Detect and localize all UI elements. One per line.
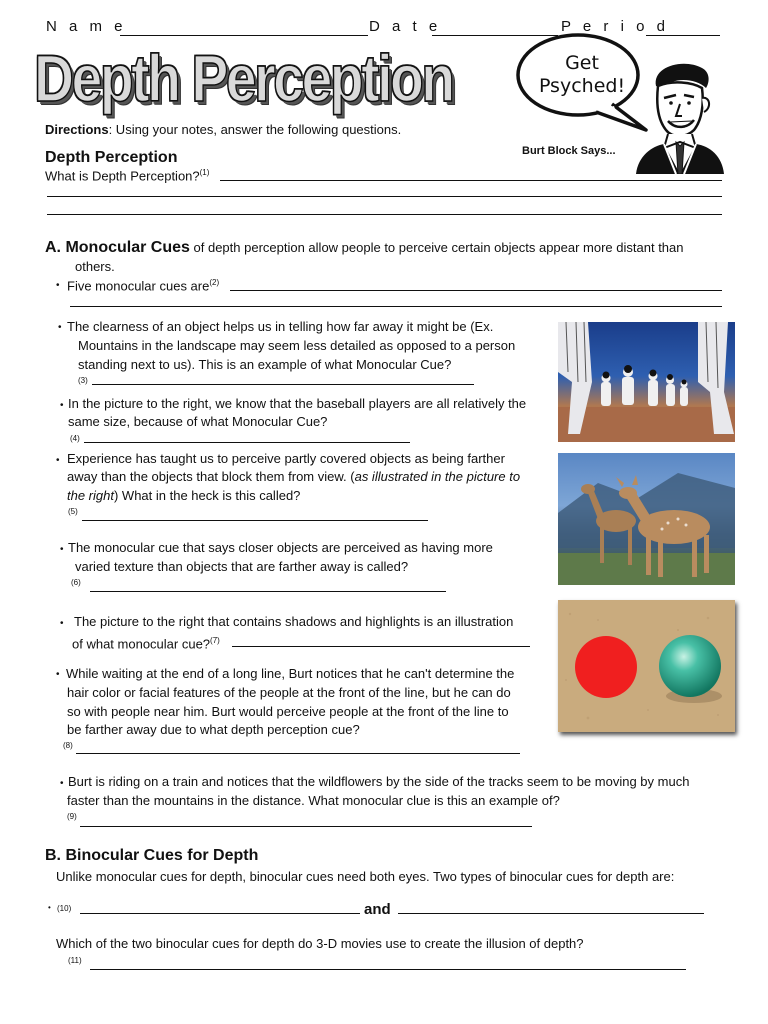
name-label: N a m e [46,18,127,35]
period-field[interactable] [646,35,720,36]
question-2-num: (2) [209,278,220,287]
question-5-line-3 [67,487,300,506]
answer-2-line-1[interactable] [230,290,722,291]
answer-11-line[interactable] [90,969,686,970]
answer-3-line[interactable] [92,384,474,385]
question-1 [45,168,209,183]
section-heading-binocular: B. Binocular Cues for Depth [45,847,259,864]
question-3-line-2: Mountains in the landscape may seem less detailed as opposed to a person [78,338,516,353]
question-11-text: Which of the two binocular cues for depth do 3-D movies use to create the illusion of depth? [56,936,584,951]
question-6-num: (6) [71,578,81,587]
question-6-line-2: varied texture than objects that are farther away is called? [75,559,409,574]
answer-1-line-3[interactable] [47,214,722,215]
page-title: Depth Perception [34,41,453,115]
question-9-line-2: faster than the mountains in the distance. What monocular clue is this an example of? [67,793,560,808]
question-8-line-2: hair color or facial features of the people at the front of the line, but he can do [67,685,511,700]
question-5-num: (5) [68,507,78,516]
question-7-text: of what monocular cue? [72,636,211,652]
answer-6-line[interactable] [90,591,446,592]
question-8-line-1: While waiting at the end of a long line, Burt notices that he can't determine the [66,666,515,681]
bullet: • [48,903,51,912]
question-7-line-1: The picture to the right that contains shadows and highlights is an illustration [74,614,514,629]
question-5-line-2-text: away than the objects that block them from view. ( [67,469,355,484]
question-4-num: (4) [70,434,80,443]
question-3-line-1: The clearness of an object helps us in telling how far away it might be (Ex. [67,319,494,334]
question-5-line-2 [67,468,520,487]
period-label: P e r i o d [561,18,669,35]
question-8-line-4: be farther away due to what depth perception cue? [67,722,360,737]
question-5-line-3-text: ) What in the heck is this called? [113,488,301,503]
directions-label: Directions [45,122,109,137]
bullet: • [60,544,64,555]
bullet: • [58,322,62,333]
section-a-intro-line2: others. [75,259,115,274]
question-4-line-2: same size, because of what Monocular Cue? [68,414,328,429]
question-1-text: What is Depth Perception? [45,168,200,184]
question-8-line-3: so with people near him. Burt would perceive people at the front of the line to [67,704,509,719]
question-8-num: (8) [63,741,73,750]
question-1-num: (1) [199,168,210,177]
question-3-line-3: standing next to us). This is an example of what Monocular Cue? [78,357,452,372]
question-5-line-3-italic: the right [67,488,114,503]
baseball-players-photo [558,322,735,442]
answer-2-line-2[interactable] [70,306,722,307]
question-2-text: Five monocular cues are [67,278,210,294]
bullet: • [56,280,60,291]
burt-caption: Burt Block Says... [522,145,616,157]
bullet: • [60,618,64,629]
answer-4-line[interactable] [84,442,410,443]
question-4-line-1: In the picture to the right, we know that the baseball players are all relatively the [68,396,527,411]
speech-line-2: Psyched! [538,75,626,97]
question-9-num: (9) [67,812,77,821]
speech-bubble-text [530,52,634,98]
directions-text: : Using your notes, answer the following questions. [108,122,402,137]
question-2 [67,278,219,293]
section-a-intro [45,238,684,257]
and-word: and [364,901,391,918]
shading-spheres-photo [558,600,735,732]
question-10-num: (10) [57,904,72,913]
question-5-line-2-italic: as illustrated in the picture to [354,469,521,484]
question-6-line-1: The monocular cue that says closer objects are perceived as having more [68,540,493,555]
answer-10b-line[interactable] [398,913,704,914]
burt-cartoon-icon [632,58,728,174]
question-11-num: (11) [68,956,82,965]
answer-7-line[interactable] [232,646,530,647]
answer-1-line-1[interactable] [220,180,722,181]
question-5-line-1: Experience has taught us to perceive partly covered objects as being farther [67,451,505,466]
question-3-num: (3) [78,376,88,385]
answer-1-line-2[interactable] [47,196,722,197]
section-a-intro-text: of depth perception allow people to perceive certain objects appear more distant than [189,240,684,255]
deer-photo [558,453,735,585]
speech-line-1: Get [565,52,599,74]
date-label: D a t e [369,18,442,35]
name-field[interactable] [120,35,368,36]
bullet: • [56,455,60,466]
section-b-intro: Unlike monocular cues for depth, binocular cues need both eyes. Two types of binocular cues for depth are: [56,869,675,884]
bullet: • [56,669,60,680]
question-7-num: (7) [210,636,220,645]
bullet: • [60,778,64,789]
directions [45,122,401,137]
answer-10a-line[interactable] [80,913,360,914]
section-heading-monocular: A. Monocular Cues [45,239,190,256]
answer-5-line[interactable] [82,520,428,521]
bullet: • [60,400,64,411]
answer-9-line[interactable] [80,826,532,827]
section-heading-depth: Depth Perception [45,149,178,166]
question-7-line-2 [72,632,220,654]
question-9-line-1: Burt is riding on a train and notices that the wildflowers by the side of the tracks seem to be moving by much [68,774,690,789]
answer-8-line[interactable] [76,753,520,754]
